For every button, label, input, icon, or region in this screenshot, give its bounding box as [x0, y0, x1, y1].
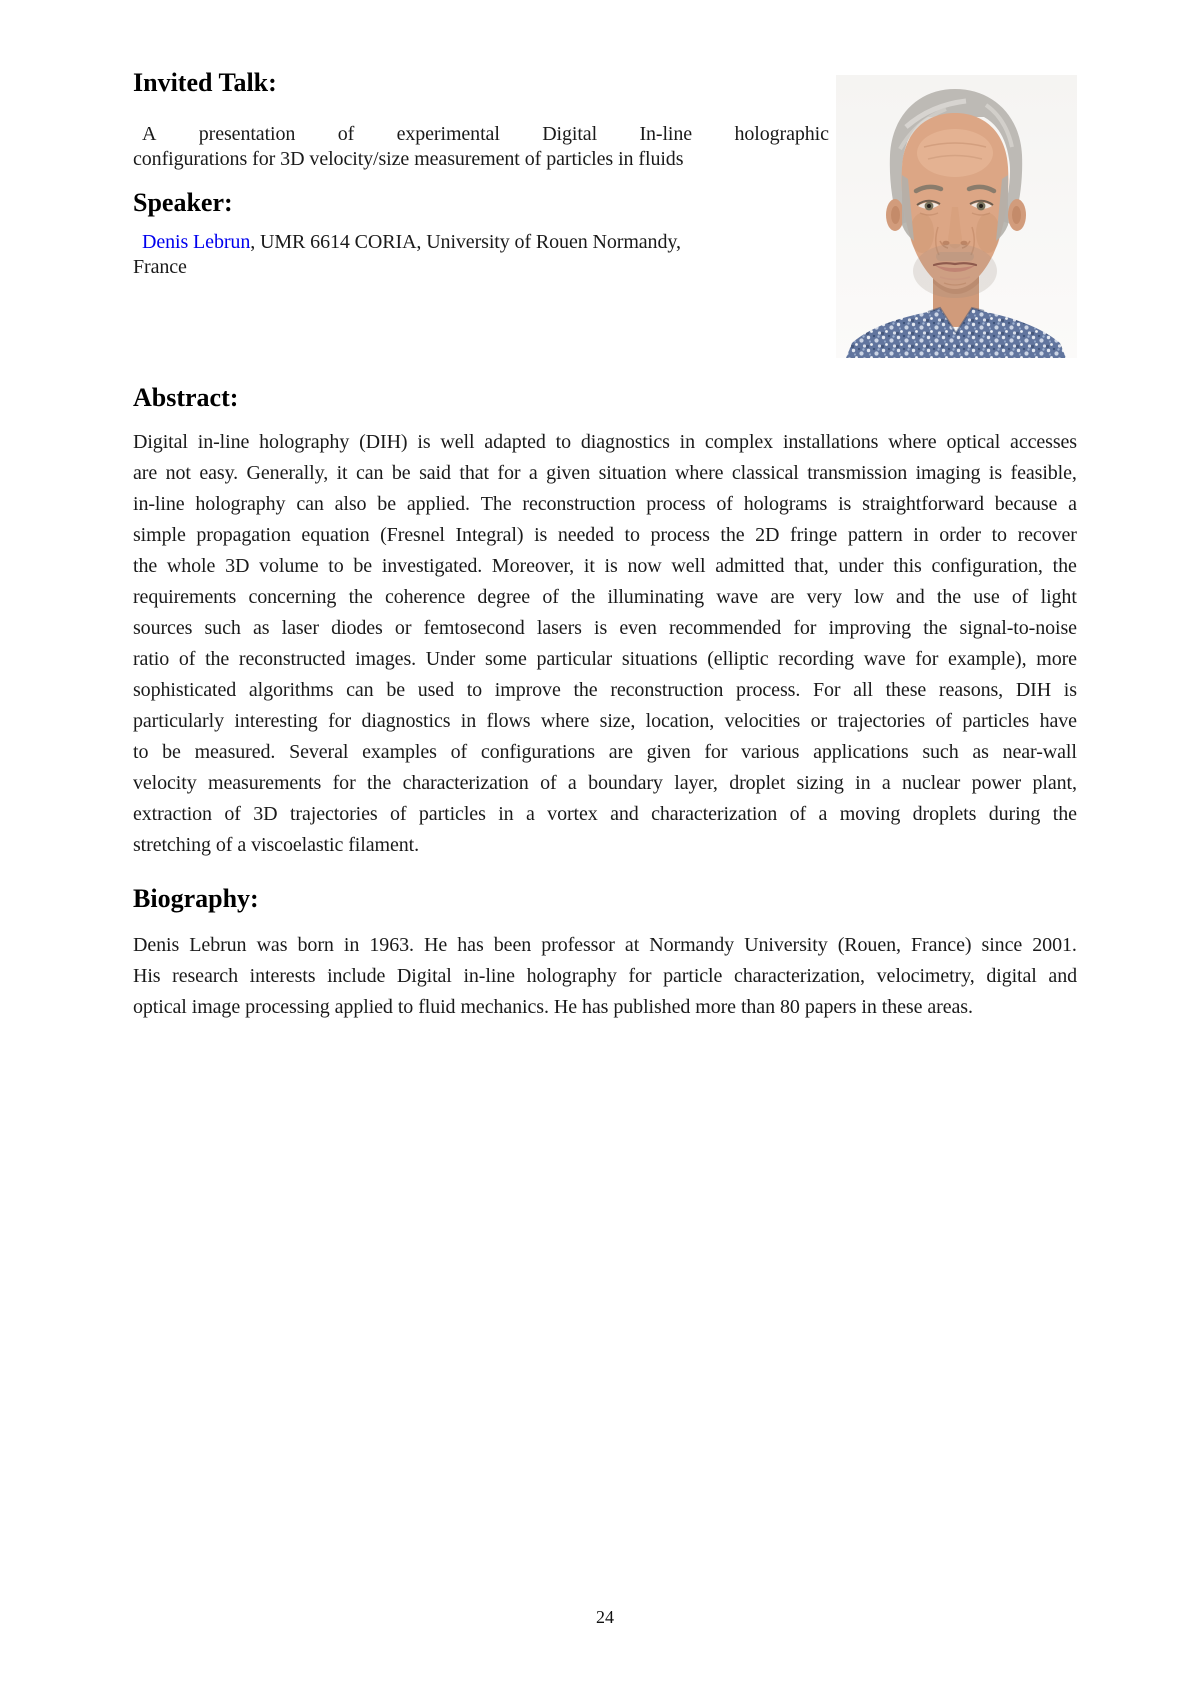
abstract-heading: Abstract:: [133, 383, 239, 412]
speaker-heading: Speaker:: [133, 188, 233, 217]
text-line: are not easy. Generally, it can be said that for a given situation where classical transmission imaging is feasible,: [133, 462, 1077, 484]
speaker-info: [133, 230, 829, 280]
invited-talk-heading: Invited Talk:: [133, 68, 277, 97]
text-line: sources such as laser diodes or femtosecond lasers is even recommended for improving the signal-to-noise: [133, 617, 1077, 639]
page-content: [133, 68, 1077, 1023]
abstract-text: [133, 427, 1077, 861]
talk-title: [133, 122, 829, 172]
text-line: stretching of a viscoelastic filament.: [133, 834, 419, 856]
text-line: the whole 3D volume to be investigated. Moreover, it is now well admitted that, under this configuration, the: [133, 555, 1077, 577]
text-line: Denis Lebrun was born in 1963. He has been professor at Normandy University (Rouen, France) since 2001.: [133, 934, 1077, 956]
text-line: ratio of the reconstructed images. Under some particular situations (elliptic recording wave for example), more: [133, 648, 1077, 670]
text-line: optical image processing applied to fluid mechanics. He has published more than 80 papers in these areas.: [133, 996, 973, 1018]
speaker-name-link[interactable]: Denis Lebrun: [142, 231, 251, 253]
text-line: sophisticated algorithms can be used to improve the reconstruction process. For all these reasons, DIH is: [133, 679, 1077, 701]
biography-heading: Biography:: [133, 884, 259, 913]
text-line: in-line holography can also be applied. The reconstruction process of holograms is straightforward because a: [133, 493, 1077, 515]
text-line: His research interests include Digital in-line holography for particle characterization, velocimetry, digital and: [133, 965, 1077, 987]
page-number: 24: [596, 1607, 614, 1627]
text-line: simple propagation equation (Fresnel Integral) is needed to process the 2D fringe pattern in order to recover: [133, 524, 1077, 546]
biography-text: [133, 930, 1077, 1023]
text-line: A presentation of experimental Digital In-line holographic: [142, 123, 829, 145]
text-line: to be measured. Several examples of configurations are given for various applications such as near-wall: [133, 741, 1077, 763]
text-line: velocity measurements for the characterization of a boundary layer, droplet sizing in a nuclear power plant,: [133, 772, 1077, 794]
speaker-country: France: [133, 256, 187, 278]
speaker-line: [133, 230, 829, 255]
text-line: configurations for 3D velocity/size measurement of particles in fluids: [133, 148, 684, 170]
text-line: requirements concerning the coherence degree of the illuminating wave are very low and the use of light: [133, 586, 1077, 608]
speaker-affiliation: , UMR 6614 CORIA, University of Rouen Normandy,: [250, 231, 681, 253]
text-line: extraction of 3D trajectories of particles in a vortex and characterization of a moving droplets during the: [133, 803, 1077, 825]
text-line: particularly interesting for diagnostics in flows where size, location, velocities or trajectories of particles have: [133, 710, 1077, 732]
text-line: Digital in-line holography (DIH) is well adapted to diagnostics in complex installations where optical accesses: [133, 431, 1077, 453]
